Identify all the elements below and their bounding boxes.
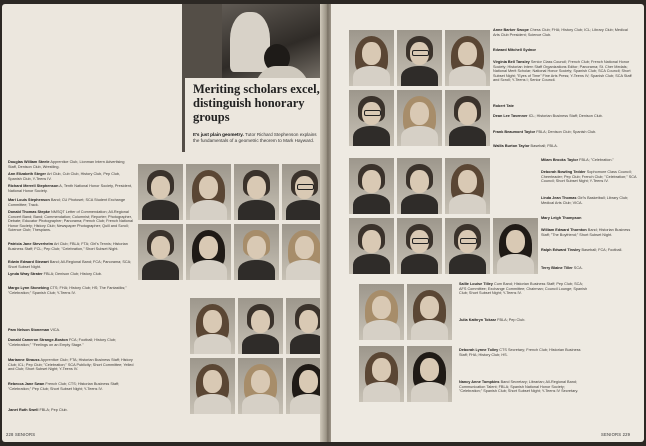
bio-taylor-f: Frank Beaumont Taylor FBLA; Denison Club; Spanish Club. bbox=[493, 130, 597, 134]
portrait-photo bbox=[349, 158, 394, 214]
portrait-photo bbox=[186, 164, 231, 220]
portrait-photo bbox=[349, 90, 394, 146]
portrait-photo bbox=[349, 30, 394, 86]
bio-steger: Ann Elizabeth Steger Art Club, Cub Club, History Club, Pep Club, Spanish Club, Y-Teens IV. bbox=[8, 172, 121, 181]
bio-swope: Anne Barker Swope Chess Club; FHA; History Club; ICL; Library Club; Medical Arts Club President; Science Club. bbox=[493, 28, 628, 37]
portrait-photo bbox=[445, 30, 490, 86]
portrait-photo bbox=[282, 164, 325, 220]
bio-taylor-w: Wallis Burton Taylor Baseball; FBLA. bbox=[493, 144, 558, 148]
portrait-photo bbox=[397, 90, 442, 146]
bio-steverhelm: Patricia Jane Steverhelm Art Club; FBLA; FTA; Girl's Tennis; Historian Business Staff; FCL; Pep Club; "Celebration," Short Subset Night. bbox=[8, 242, 128, 251]
portrait-photo bbox=[190, 358, 235, 414]
portrait-photo bbox=[407, 284, 452, 340]
right-page bbox=[331, 4, 644, 442]
bio-stepke: Donald Thomas Stepke NMSQT Letter of Commendation; All-Regional Concert Band; Band; Commendation; Columnist; Reporter; Photographer, Debate; Educator Photographer; Panorama; French Club; French National Honor Society; History Club; Newspaper Photographer; Quill and Scroll; Science Club; Thespians. bbox=[8, 210, 133, 233]
bio-tansley: Virginia Bell Tansley Senior Class Council; French Club; French National Honor Society; Historian Intern Staff Organizations Editor; Panorama; St. Cher Medals; National Merit Scholar; National Honor Society; Spanish Club; SCA Council; Short Subset Night; "Eyes of Time" Fine Arts Press; Y-Teens IV; Spanish Club; SCA Staff and Scroll; Y-Teens I; Senior Council. bbox=[493, 60, 632, 83]
page-number-left: 228 SENIORS bbox=[6, 432, 36, 437]
bio-stoneking: Margo Lynn Stoneking CTS; FHA; History Club; HS; The Fantastiks;" "Celebration;" Spanish Club; Y-Teens IV. bbox=[8, 286, 127, 295]
portrait-photo bbox=[445, 158, 490, 214]
portrait-photo bbox=[138, 164, 183, 220]
portrait-photo bbox=[359, 284, 404, 340]
bio-strater: Lynda Wray Strater FBLA; Denison Club; History Club. bbox=[8, 272, 102, 276]
portrait-photo bbox=[407, 346, 452, 402]
bio-tedder: Deborah Bowling Tedder Sophomore Class Council; Cheerleader; Pep Club; French Club; "Celebration;" SCA Council; Short Subset Night; Y-Teens IV. bbox=[541, 170, 637, 184]
portrait-photo bbox=[186, 224, 231, 280]
bio-tokarz: Julia Kathryn Tokarz FBLA; Pep Club. bbox=[459, 318, 526, 322]
bio-thompson: Mary Leigh Thompson bbox=[541, 216, 582, 220]
bio-stoneman: Pam Nelson Stoneman VICA. bbox=[8, 328, 61, 332]
bio-strauss: Marianne Strauss Apprentice Club; FTA; Historian Business Staff; History Club; ICL; Pep Club; "Celebration;" SCA Publicity; Short Committee; Yelled and Club; Short Subset Night; Y-Teens IV. bbox=[8, 358, 134, 372]
portrait-photo bbox=[397, 218, 442, 274]
bio-thomas: Linda Jean Thomas Girl's Basketball; Library Club; Medical Arts Club; VICA. bbox=[541, 196, 629, 205]
bio-tompkins: Nancy Anne Tompkins Band Secretary; Librarian; All-Regional Band; Communication Talent; FBLA; Spanish National Honor Society; "Celebration;" Spanish Club; Short Subset Night; Y-Teens IV Secretary. bbox=[459, 380, 579, 394]
portrait-photo bbox=[359, 346, 404, 402]
portrait-photo bbox=[138, 224, 183, 280]
bio-swan: Rebecca Jane Swan French Club; CTS; Historian Business Staff; "Celebration;" Pep Club; Short Subset Night; Y-Teens IV. bbox=[8, 382, 120, 391]
portrait-photo bbox=[493, 218, 538, 274]
page-number-right: SENIORS 229 bbox=[601, 432, 631, 437]
bio-tolley: Deborah Lynne Tolley CTS Secretary; French Club; Historian Business Staff; FHA; History Club; HS. bbox=[459, 348, 581, 357]
bio-tilley: Sallie Louise Tilley Cum Band; Historian Business Staff; Pep Club; SCA; AFS Committee; Exchange Committee; Chairman; Council Lounge; Spanish Club; Short Subset Night; Y-Teens IV. bbox=[459, 282, 588, 296]
portrait-photo bbox=[282, 224, 325, 280]
bio-tavenner: Dean Lee Tavenner ICL; Historian Business Staff; Denison Club. bbox=[493, 114, 603, 118]
bio-stewart: Edwin Edward Stewart Band; All-Regional Band; FCA; Panorama; SCA; Short Subset Night. bbox=[8, 260, 132, 269]
bio-thornton: William Edward Thornton Band; Historian Business Staff; "The Boyfriend;" Short Subset Night. bbox=[541, 228, 631, 237]
bio-steele: Douglas William Steele Apprentice Club, Lionman Intern Advertising Staff, Denison Club, Wrestling. bbox=[8, 160, 125, 169]
left-page bbox=[2, 4, 325, 442]
portrait-photo bbox=[445, 218, 490, 274]
bio-stephenson-r: Richard Merrell Stephenson A, Tenth National Honor Society, President, National Honor Society. bbox=[8, 184, 132, 193]
page-headline: Meriting scholars excel, distinguish honorary groups bbox=[193, 82, 320, 124]
bio-taylor-m: Milam Brooks Taylor FBLA; "Celebration." bbox=[541, 158, 614, 162]
portrait-photo bbox=[234, 164, 279, 220]
bio-tinsley: Ralph Edward Tinsley Baseball; FCA; Football. bbox=[541, 248, 623, 252]
portrait-photo bbox=[397, 158, 442, 214]
portrait-photo bbox=[397, 30, 442, 86]
portrait-photo bbox=[234, 224, 279, 280]
bio-stephenson-m: Mari Louis Stephenson Band; CU Photoset; SCA Student Exchange Committee; Track. bbox=[8, 198, 126, 207]
portrait-photo bbox=[238, 298, 283, 354]
photo-caption: It's just plain geometry. Tutor Richard Stephenson explains the fundamentals of a geometric theorem to Mark Hayward. bbox=[193, 132, 317, 143]
portrait-photo bbox=[349, 218, 394, 274]
bio-tate: Robert Tate bbox=[493, 104, 514, 108]
bio-swell: Janet Ruth Swell FBLA; Pep Club. bbox=[8, 408, 68, 412]
bio-tiller: Terry Blaine Tiller SCA. bbox=[541, 266, 583, 270]
portrait-photo bbox=[190, 298, 235, 354]
bio-strange-boston: Donald Cameron Strange-Boston FCA; Football; History Club; "Celebration;" "Feelings on an Empty Stage." bbox=[8, 338, 117, 347]
portrait-photo bbox=[445, 90, 490, 146]
bio-sydnor: Edward Mitchell Sydnor bbox=[493, 48, 537, 52]
portrait-photo bbox=[238, 358, 283, 414]
